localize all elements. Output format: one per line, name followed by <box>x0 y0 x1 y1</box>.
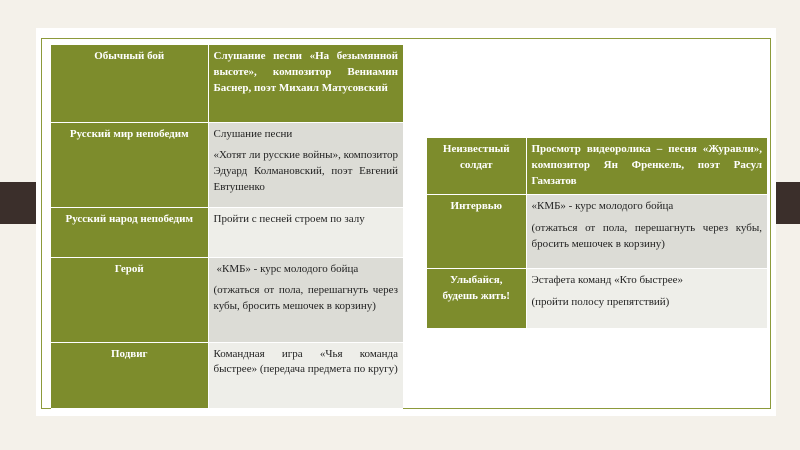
table-row <box>51 342 403 408</box>
row-title: Обычный бой <box>51 45 208 122</box>
row-line: Эстафета команд «Кто быстрее» <box>531 273 684 286</box>
row-line: «КМБ» - курс молодого бойца <box>216 262 359 275</box>
table-row <box>427 194 767 268</box>
row-content <box>208 257 403 342</box>
row-line: (отжаться от пола, перешагнуть через кубы, бросить мешочек в корзину) <box>531 221 762 250</box>
row-content <box>526 268 767 328</box>
row-title: Подвиг <box>51 342 208 408</box>
row-content <box>526 194 767 268</box>
row-title: Русский мир непобедим <box>51 122 208 207</box>
right-activity-table <box>427 138 767 329</box>
row-line: Слушание песни <box>213 127 293 140</box>
row-line: Командная игра «Чья команда быстрее» (передача предмета по кругу) <box>213 347 398 376</box>
row-content <box>208 342 403 408</box>
row-line: Пройти с песней строем по залу <box>213 212 365 225</box>
row-line: Слушание песни «На безымянной высоте», композитор Вениамин Баснер, поэт Михаил Матусовский <box>213 50 398 94</box>
row-line: (пройти полосу препятствий) <box>531 295 670 308</box>
row-title: Улыбайся, будешь жить! <box>427 268 526 328</box>
table-row <box>51 45 403 122</box>
table-row <box>51 257 403 342</box>
row-line: (отжаться от пола, перешагнуть через кубы, бросить мешочек в корзину) <box>213 284 398 313</box>
row-line: «Хотят ли русские войны», композитор Эдуард Колмановский, поэт Евгений Евтушенко <box>213 149 398 194</box>
row-line: «КМБ» - курс молодого бойца <box>531 199 674 212</box>
row-title: Герой <box>51 257 208 342</box>
row-content <box>208 122 403 207</box>
left-activity-table <box>51 45 403 409</box>
row-content <box>208 207 403 257</box>
table-row <box>51 122 403 207</box>
row-content <box>208 45 403 122</box>
row-title: Русский народ непобедим <box>51 207 208 257</box>
row-content <box>526 138 767 194</box>
row-line: Просмотр видеоролика – песня «Журавли», композитор Ян Френкель, поэт Расул Гамзатов <box>531 143 762 187</box>
table-row <box>51 207 403 257</box>
table-row <box>427 268 767 328</box>
row-title: Неизвестный солдат <box>427 138 526 194</box>
row-title: Интервью <box>427 194 526 268</box>
table-row <box>427 138 767 194</box>
